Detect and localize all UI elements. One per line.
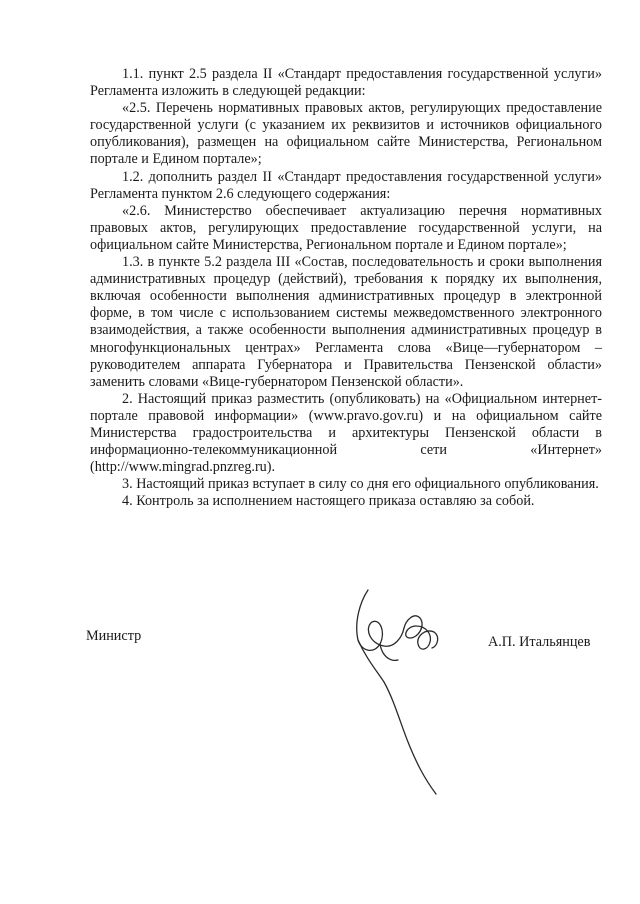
document-body: [90, 66, 602, 510]
paragraph-2-6-quote: «2.6. Министерство обеспечивает актуализацию перечня нормативных правовых актов, регулирующих предоставление государственной услуги, на официальном сайте Министерства, Региональном портале и Едином портале»;: [90, 202, 602, 253]
paragraph-1-3: 1.3. в пункте 5.2 раздела III «Состав, последовательность и сроки выполнения административных процедур (действий), требования к порядку их выполнения, включая особенности выполнения административных процедур в электронной форме, в том числе с использованием системы межведомственного электронного взаимодействия, а также особенности выполнения административных процедур в многофункциональных центрах» Регламента слова «Вице—губернатором – руководителем аппарата Губернатора и Правительства Пензенской области» заменить словами «Вице-губернатором Пензенской области».: [90, 254, 602, 390]
paragraph-2: 2. Настоящий приказ разместить (опубликовать) на «Официальном интернет-портале правовой информации» (www.pravo.gov.ru) и на официальном сайте Министерства градостроительства и архитектуры Пензенской области в информационно-телекоммуникационной сети «Интернет» (http://www.mingrad.pnzreg.ru).: [90, 390, 602, 476]
paragraph-3: 3. Настоящий приказ вступает в силу со дня его официального опубликования.: [122, 476, 599, 493]
signatory-name: А.П. Итальянцев: [488, 634, 591, 650]
paragraph-4: 4. Контроль за исполнением настоящего приказа оставляю за собой.: [122, 493, 535, 510]
paragraph-1-1: 1.1. пункт 2.5 раздела II «Стандарт предоставления государственной услуги» Регламента изложить в следующей редакции:: [90, 66, 602, 100]
paragraph-1-2: 1.2. дополнить раздел II «Стандарт предоставления государственной услуги» Регламента пунктом 2.6 следующего содержания:: [90, 168, 602, 202]
signatory-position: Министр: [86, 628, 142, 644]
handwritten-signature: [340, 582, 460, 802]
signature-row: [0, 628, 640, 652]
paragraph-2-5-quote: «2.5. Перечень нормативных правовых актов, регулирующих предоставление государственной услуги (с указанием их реквизитов и источников официального опубликования), размещен на официальном сайте Министерства, Региональном портале и Едином портале»;: [90, 100, 602, 168]
